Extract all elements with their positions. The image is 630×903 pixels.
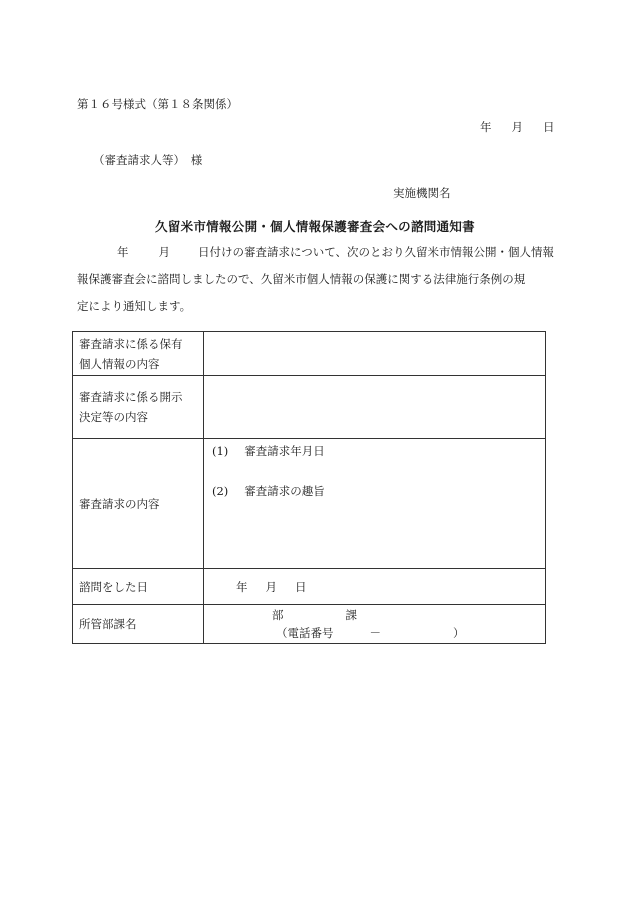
department-bu: 部 <box>272 608 284 622</box>
date-month: 月 <box>265 580 277 594</box>
request-content-field[interactable] <box>204 439 546 569</box>
consultation-date <box>236 579 307 595</box>
table-row-disclosure-decision <box>73 376 546 439</box>
body-line-3: 定により通知します。 <box>77 299 192 313</box>
recipient: （審査請求人等） 様 <box>93 153 203 167</box>
row-label: 審査請求の内容 <box>73 439 204 569</box>
item-text: 審査請求年月日 <box>244 444 325 458</box>
row-label-line: 決定等の内容 <box>79 410 148 424</box>
form-number: 第１６号様式（第１８条関係） <box>77 97 238 111</box>
row-label-line: 審査請求に係る保有 <box>79 336 183 351</box>
table-row-consultation-date <box>73 569 546 605</box>
table-row-department <box>73 605 546 644</box>
date-year: 年 <box>236 580 248 594</box>
row-label <box>73 376 204 439</box>
holding-info-field[interactable] <box>204 332 546 376</box>
row-label <box>73 332 204 376</box>
row-label: 所管部課名 <box>73 605 204 644</box>
disclosure-decision-field[interactable] <box>204 376 546 439</box>
department-name <box>272 607 357 623</box>
item-text: 審査請求の趣旨 <box>244 484 325 498</box>
date-day: 日 <box>295 580 307 594</box>
document-title: 久留米市情報公開・個人情報保護審査会への諮問通知書 <box>154 219 475 234</box>
item-number: (2) <box>212 484 229 498</box>
body-year: 年 <box>117 245 129 259</box>
request-item-2 <box>212 483 325 499</box>
row-label-line: 審査請求に係る開示 <box>79 390 183 404</box>
detail-table <box>72 331 546 644</box>
body-line-1-text: 日付けの審査請求について、次のとおり久留米市情報公開・個人情報 <box>198 245 555 259</box>
row-label-line: 個人情報の内容 <box>79 356 160 371</box>
date-day: 日 <box>543 120 555 134</box>
item-number: (1) <box>212 444 229 458</box>
table-row-request-content <box>73 439 546 569</box>
request-item-1 <box>212 443 325 459</box>
department-field[interactable] <box>204 605 546 644</box>
phone-label: （電話番号 <box>276 626 334 640</box>
date-line <box>480 119 555 135</box>
date-year: 年 <box>480 120 492 134</box>
date-month: 月 <box>511 120 523 134</box>
row-label: 諮問をした日 <box>73 569 204 605</box>
organization-name: 実施機関名 <box>393 186 451 200</box>
phone-dash: － <box>369 626 381 640</box>
phone-close: ） <box>453 626 465 640</box>
consultation-date-field[interactable] <box>204 569 546 605</box>
table-row-holding-info <box>73 332 546 376</box>
body-line-2: 報保護審査会に諮問しましたので、久留米市個人情報の保護に関する法律施行条例の規 <box>77 272 526 286</box>
body-line-1 <box>77 244 554 260</box>
phone-number <box>276 625 465 641</box>
body-month: 月 <box>158 245 170 259</box>
department-ka: 課 <box>345 608 357 622</box>
